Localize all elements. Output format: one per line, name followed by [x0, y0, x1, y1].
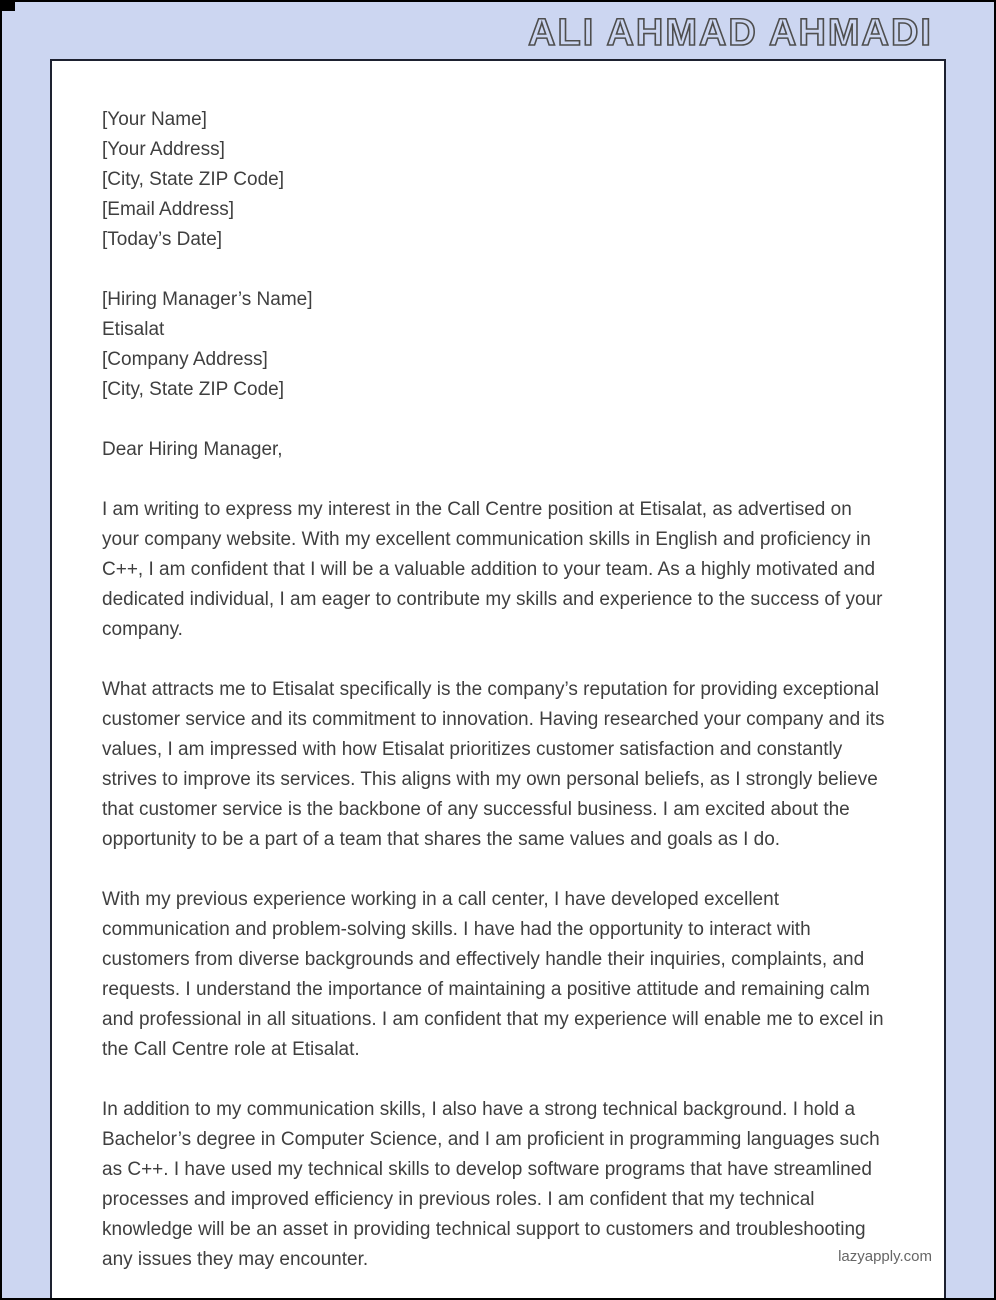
sender-city-line: [City, State ZIP Code] — [102, 169, 284, 190]
sender-name-line: [Your Name] — [102, 109, 207, 130]
recipient-block — [102, 285, 889, 405]
letter-body — [52, 61, 944, 1300]
recipient-name-line: [Hiring Manager’s Name] — [102, 289, 313, 310]
salutation — [102, 435, 889, 465]
brand-header: ALI AHMAD AHMADI — [528, 12, 933, 54]
sender-date-line: [Today’s Date] — [102, 229, 223, 250]
paragraph-technical: In addition to my communication skills, I also have a strong technical background. I hold a Bachelor’s degree in Computer Science, and I am proficient in programming languages such as C++. I have used my technical skills to develop software programs that have streamlined processes and improved efficiency in previous roles. I am confident that my technical knowledge will be an asset in providing technical support to customers and troubleshooting any issues they may encounter. — [102, 1099, 880, 1270]
corner-mark — [2, 2, 15, 11]
paragraph-intro: I am writing to express my interest in the Call Centre position at Etisalat, as advertised on your company website. With my excellent communication skills in English and proficiency in C++, I am confident that I will be a valuable addition to your team. As a highly motivated and dedicated individual, I am eager to contribute my skills and experience to the success of your company. — [102, 499, 883, 640]
letter-page — [50, 59, 946, 1300]
salutation-line: Dear Hiring Manager, — [102, 439, 283, 460]
paragraph-company-fit: What attracts me to Etisalat specifically is the company’s reputation for providing exceptional customer service and its commitment to innovation. Having researched your company and its values, I am impressed with how Etisalat prioritizes customer satisfaction and constantly strives to improve its services. This aligns with my own personal beliefs, as I strongly believe that customer service is the backbone of any successful business. I am excited about the opportunity to be a part of a team that shares the same values and goals as I do. — [102, 679, 885, 850]
recipient-address-line: [Company Address] — [102, 349, 268, 370]
watermark: lazyapply.com — [838, 1248, 932, 1265]
sender-email-line: [Email Address] — [102, 199, 234, 220]
sender-block — [102, 105, 889, 255]
recipient-city-line: [City, State ZIP Code] — [102, 379, 284, 400]
sender-address-line: [Your Address] — [102, 139, 225, 160]
paragraph-experience: With my previous experience working in a call center, I have developed excellent communication and problem-solving skills. I have had the opportunity to interact with customers from diverse backgrounds and effectively handle their inquiries, complaints, and requests. I understand the importance of maintaining a positive attitude and remaining calm and professional in all situations. I am confident that my experience will enable me to excel in the Call Centre role at Etisalat. — [102, 889, 884, 1060]
recipient-company-line: Etisalat — [102, 319, 165, 340]
